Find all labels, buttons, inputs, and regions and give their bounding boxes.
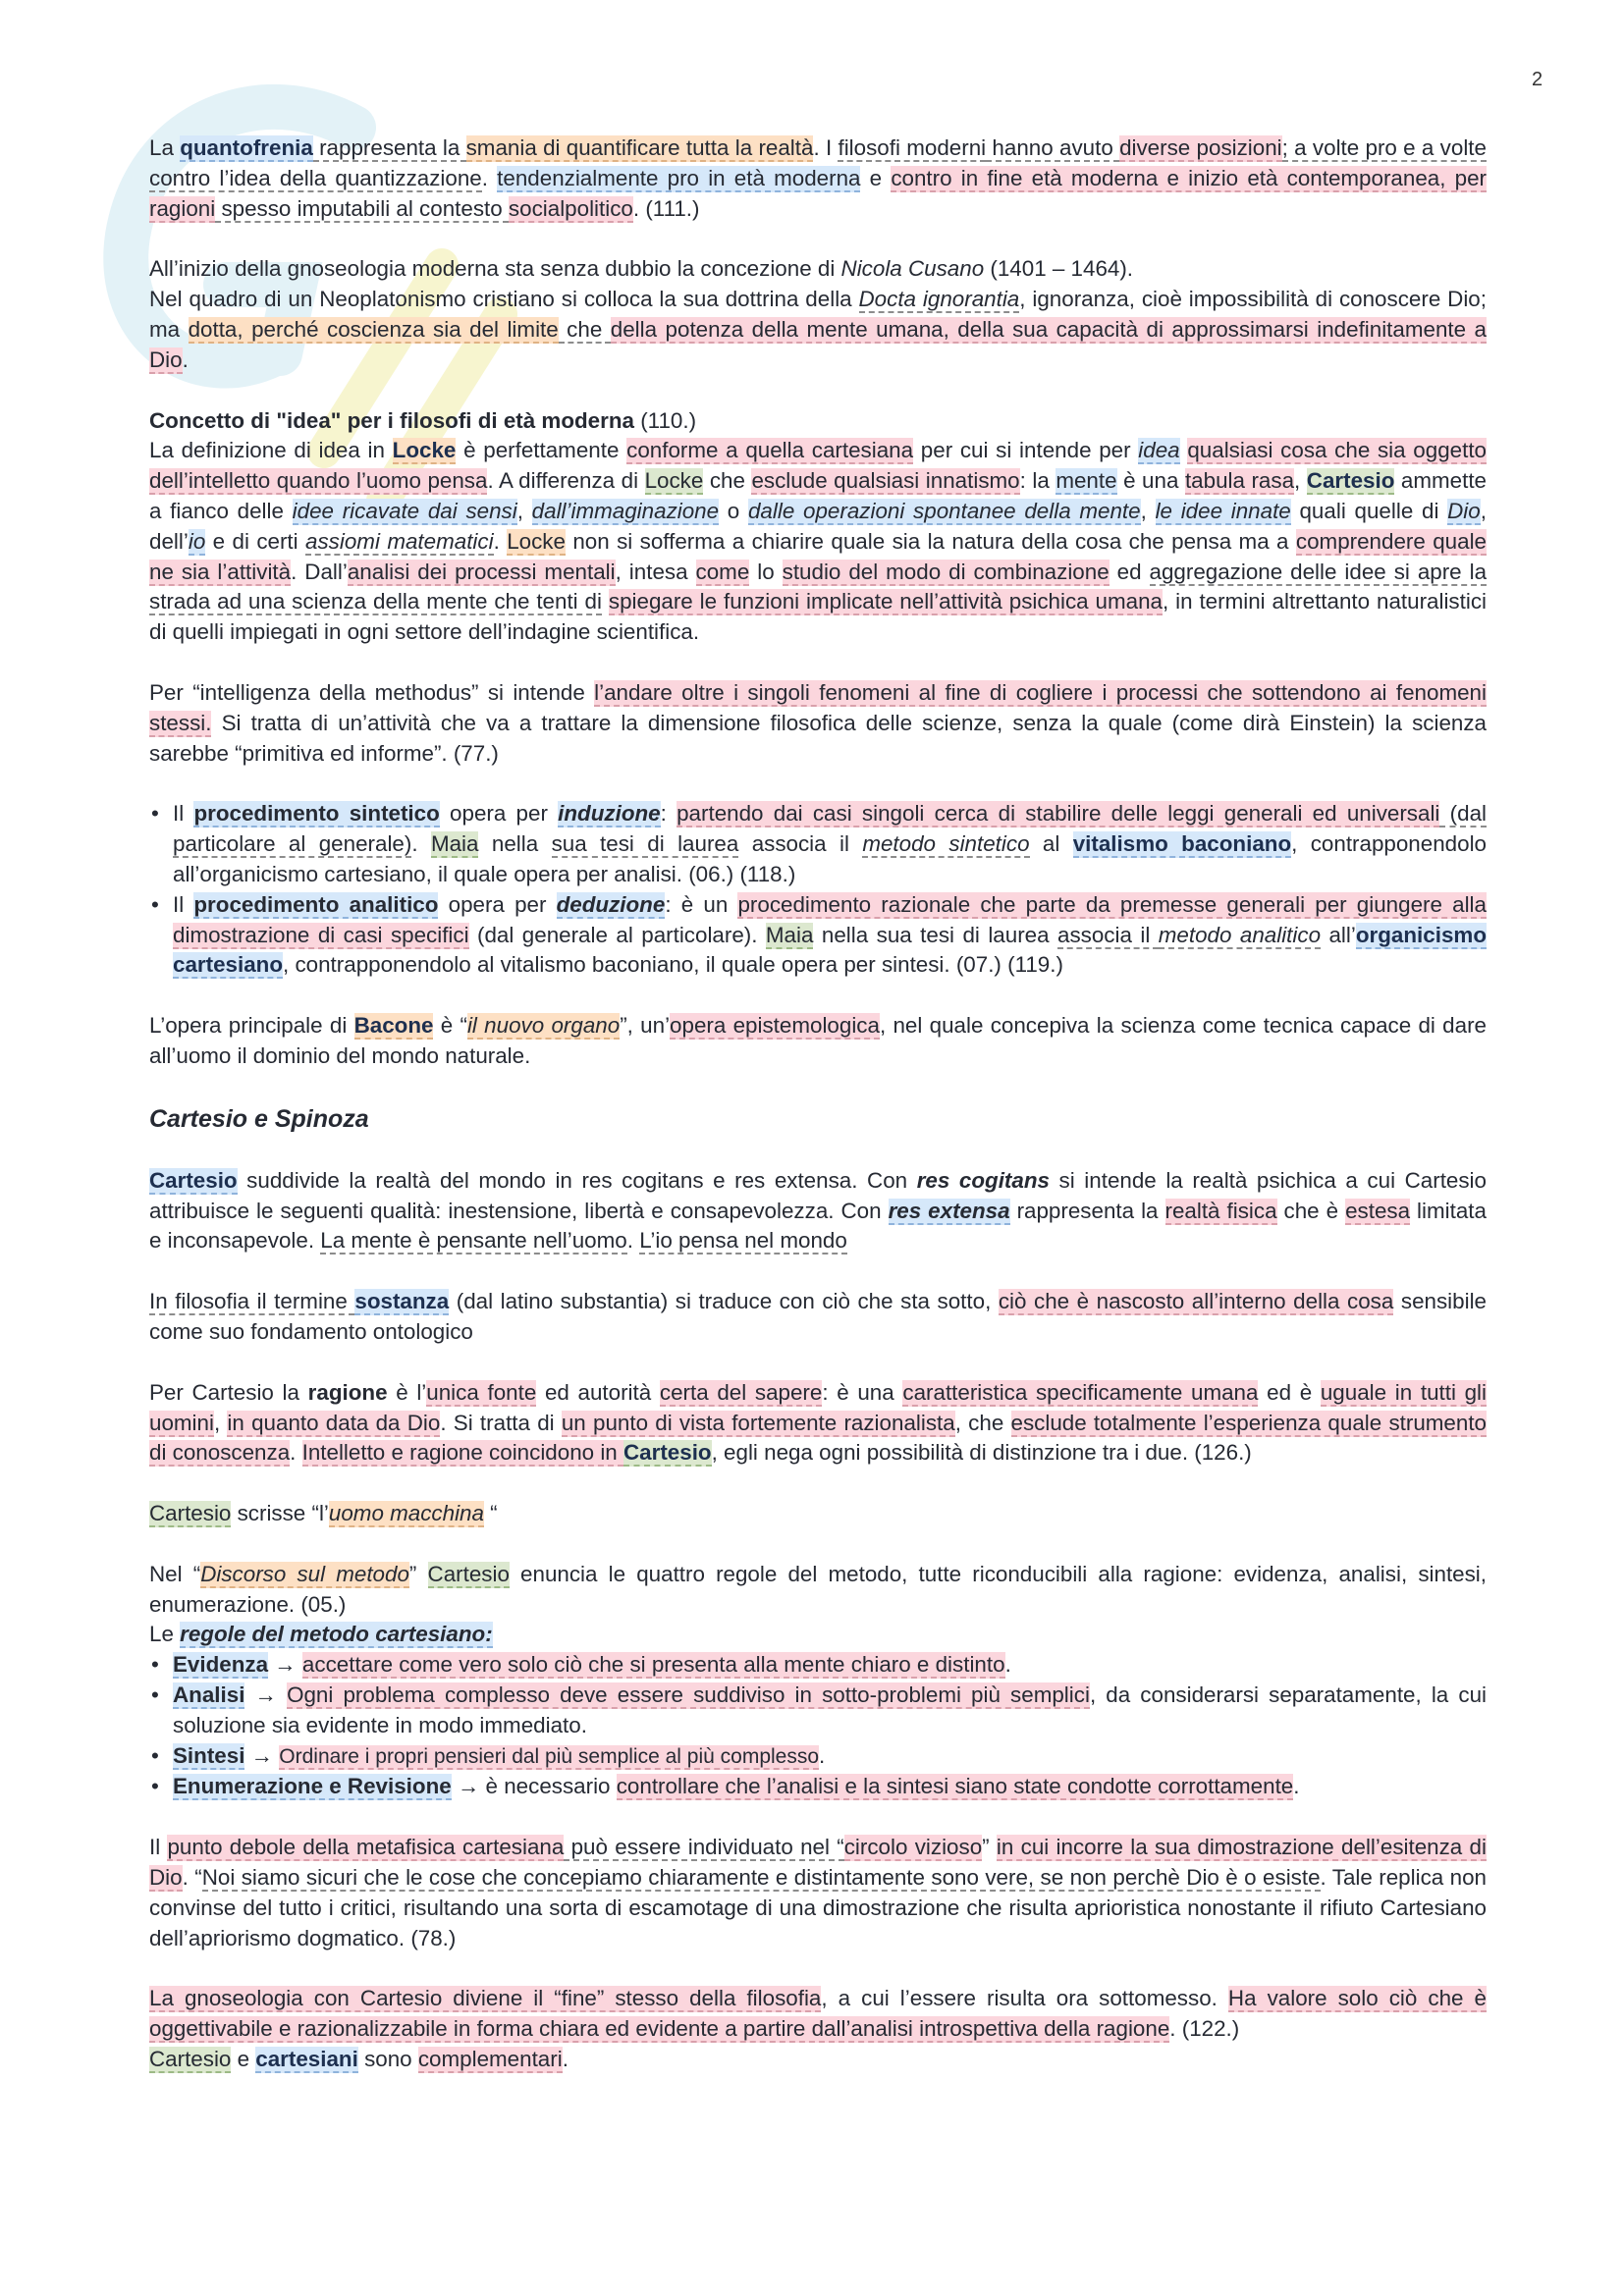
section-heading-idea: Concetto di "idea" per i filosofi di età moderna (110.) [149,407,697,433]
list-item-sintetico: • Il procedimento sintetico opera per induzione: partendo dai casi singoli cerca di stabilire delle leggi generali ed universali (dal particolare al generale). Maia nella sua tesi di laurea associa il metodo sintetico al vitalismo baconiano, contrapponendolo all’organicismo cartesiano, il quale opera per analisi. (06.) (118.) [173,799,1487,889]
paragraph-quantofrenia: La quantofrenia rappresenta la smania di quantificare tutta la realtà. I filosofi moderni hanno avuto diverse posizioni; a volte pro e a volte contro l’idea della quantizzazione. tendenzialmente pro in età moderna e contro in fine età moderna e inizio età contemporanea, per ragioni spesso imputabili al contesto socialpolitico. (111.) [149,135,1487,221]
paragraph-locke: La definizione di idea in Locke è perfettamente conforme a quella cartesiana per cui si intende per idea qualsiasi cosa che sia oggetto dell’intelletto quando l’uomo pensa. A differenza di Locke che esclude qualsiasi innatismo: la mente è una tabula rasa, Cartesio ammette a fianco delle idee ricavate dai sensi, dall’immaginazione o dalle operazioni spontanee della mente, le idee innate quali quelle di Dio, dell’io e di certi assiomi matematici. Locke non si sofferma a chiarire quale sia la natura della cosa che pensa ma a comprendere quale ne sia l’attività. Dall’analisi dei processi mentali, intesa come lo studio del modo di combinazione ed aggregazione delle idee si apre la strada ad una scienza della mente che tenti di spiegare le funzioni implicate nell’attività psichica umana, in termini altrettanto naturalistici di quelli impiegati in ogni settore dell’indagine scientifica. [149,438,1488,645]
page-number: 2 [1532,69,1543,90]
paragraph-res-cogitans: Cartesio suddivide la realtà del mondo in res cogitans e res extensa. Con res cogitans si intende la realtà psichica a cui Cartesio attribuisce le seguenti qualità: inestensione, libertà e consapevolezza. Con res extensa rappresenta la realtà fisica che è estesa limitata e inconsapevole. La mente è pensante nell’uomo. L’io pensa nel mondo [149,1167,1487,1254]
list-item-analitico: • Il procedimento analitico opera per deduzione: è un procedimento razionale che parte da premesse generali per giungere alla dimostrazione di casi specifici (dal generale al particolare). Maia nella sua tesi di laurea associa il metodo analitico all’organicismo cartesiano, contrapponendolo al vitalismo baconiano, il quale opera per sintesi. (07.) (119.) [173,890,1487,981]
paragraph-discorso-metodo: Nel “Discorso sul metodo” Cartesio enuncia le quattro regole del metodo, tutte riconducibili alla ragione: evidenza, analisi, sintesi, enumerazione. (05.) Le regole del metodo cartesiano: [149,1561,1488,1647]
paragraph-gnoseologia: La gnoseologia con Cartesio diviene il “fine” stesso della filosofia, a cui l’essere risulta ora sottomesso. Ha valore solo ciò che è oggettivabile e razionalizzabile in forma chiara ed evidente a partire dall’analisi introspettiva della ragione. (122.) Cartesio e cartesiani sono complementari. [149,1986,1487,2072]
paragraph-sostanza: In filosofia il termine sostanza (dal latino substantia) si traduce con ciò che sta sotto, ciò che è nascosto all’interno della cosa sensibile come suo fondamento ontologico [149,1289,1487,1344]
paragraph-ragione: Per Cartesio la ragione è l’unica fonte ed autorità certa del sapere: è una caratteristica specificamente umana ed è uguale in tutti gli uomini, in quanto data da Dio. Si tratta di un punto di vista fortemente razionalista, che esclude totalmente l’esperienza quale strumento di conoscenza. Intelletto e ragione coincidono in Cartesio, egli nega ogni possibilità di distinzione tra i due. (126.) [149,1379,1488,1466]
rules-list [149,1650,1487,1802]
document-body [149,133,1487,2075]
rule-evidenza: • Evidenza → accettare come vero solo ciò che si presenta alla mente chiaro e distinto. [173,1650,1487,1681]
procedure-list [149,799,1487,981]
paragraph-cusano: All’inizio della gnoseologia moderna sta senza dubbio la concezione di Nicola Cusano (1401 – 1464). Nel quadro di un Neoplatonismo cristiano si colloca la sua dottrina della Docta ignorantia, ignoranza, cioè impossibilità di conoscere Dio; ma dotta, perché coscienza sia del limite che della potenza della mente umana, della sua capacità di approssimarsi indefinitamente a Dio. [149,256,1488,372]
paragraph-uomo-macchina: Cartesio scrisse “l’uomo macchina “ [149,1501,498,1526]
rule-sintesi: • Sintesi → Ordinare i propri pensieri dal più semplice al più complesso. [173,1741,1487,1773]
rule-enumerazione: • Enumerazione e Revisione → è necessario controllare che l’analisi e la sintesi siano state condotte corrottamente. [173,1772,1487,1802]
section-heading-cartesio-spinoza: Cartesio e Spinoza [149,1104,369,1133]
paragraph-bacone: L’opera principale di Bacone è “il nuovo organo”, un’opera epistemologica, nel quale concepiva la scienza come tecnica capace di dare all’uomo il dominio del mondo naturale. [149,1013,1487,1068]
paragraph-circolo-vizioso: Il punto debole della metafisica cartesiana può essere individuato nel “circolo vizioso” in cui incorre la sua dimostrazione dell’esitenza di Dio. “Noi siamo sicuri che le cose che concepiamo chiaramente e distintamente sono vere, se non perchè Dio è o esiste. Tale replica non convinse del tutto i critici, risultando una sorta di escamotage di una dimostrazione che risulta aprioristica nonostante il rifiuto Cartesiano dell’apriorismo dogmatico. (78.) [149,1835,1487,1950]
rule-analisi: • Analisi → Ogni problema complesso deve essere suddiviso in sotto-problemi più semplici, da considerarsi separatamente, la cui soluzione sia evidente in modo immediato. [173,1681,1487,1741]
paragraph-methodus: Per “intelligenza della methodus” si intende l’andare oltre i singoli fenomeni al fine di cogliere i processi che sottendono ai fenomeni stessi. Si tratta di un’attività che va a trattare la dimensione filosofica delle scienze, senza la quale (come dirà Einstein) la scienza sarebbe “primitiva ed informe”. (77.) [149,679,1487,766]
